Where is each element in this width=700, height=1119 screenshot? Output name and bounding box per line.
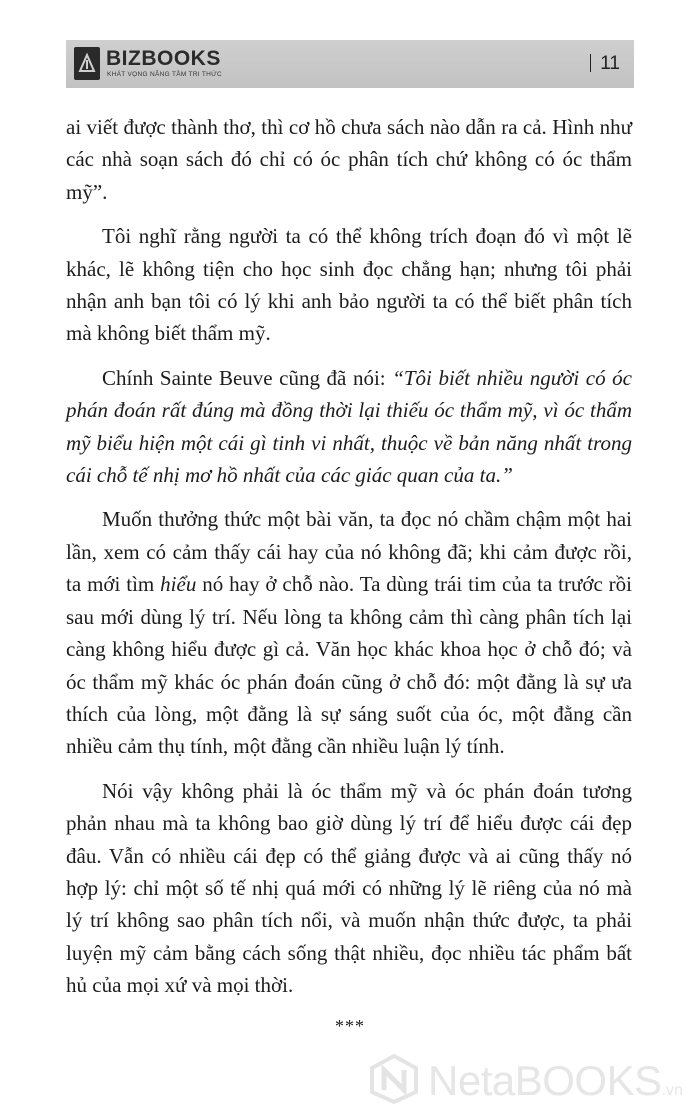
- paragraph-4-after: nó hay ở chỗ nào. Ta dùng trái tim của ta trước rồi sau mới dùng lý trí. Nếu lòng ta không cảm thì càng phân tích lại càng không hiểu được gì cả. Văn học khác khoa học ở chỗ đó; và óc thẩm mỹ khác óc phán đoán cũng ở chỗ đó: một đằng là sự ưa thích của lòng, một đằng là sự sáng suốt của óc, một đằng cần nhiều cảm thụ tính, một đằng cần nhiều luận lý tính.: [66, 572, 633, 759]
- paragraph-5: Nói vậy không phải là óc thẩm mỹ và óc phán đoán tương phản nhau mà ta không bao giờ dùng lý trí để hiểu được cái đẹp đâu. Vẫn có nhiều cái đẹp có thể giảng được và ai cũng thấy nó hợp lý: chỉ một số tế nhị quá mới có những lý lẽ riêng của nó mà lý trí không sao phân tích nổi, và muốn nhận thức được, ta phải luyện mỹ cảm bằng cách sống thật nhiều, đọc nhiều tác phẩm bất hủ của mọi xứ và mọi thời.: [66, 778, 632, 998]
- quote-lead: Chính Sainte Beuve cũng đã nói:: [102, 365, 393, 390]
- page-number: [590, 53, 620, 75]
- paragraph-3: [66, 362, 632, 492]
- page-header: [66, 40, 634, 88]
- page-number-divider: [590, 54, 591, 72]
- sainte-beuve-quote: “Tôi biết nhiều người có óc phán đoán rất đúng mà đồng thời lại thiếu óc thẩm mỹ, vì óc thẩm mỹ biểu hiện một cái gì tinh vi nhất, thuộc về bản năng nhất trong cái chỗ tế nhị mơ hồ nhất của các giác quan của ta.”: [66, 365, 632, 488]
- paragraph-1: ai viết được thành thơ, thì cơ hồ chưa sách nào dẫn ra cả. Hình như các nhà soạn sách đó chỉ có óc phân tích chứ không có óc thẩm mỹ”.: [66, 115, 632, 204]
- page-number-value: 11: [600, 53, 620, 74]
- watermark-text: [428, 1057, 683, 1112]
- bizbooks-logo-icon: [74, 47, 100, 80]
- body-text: [66, 111, 632, 1014]
- netabooks-watermark: [368, 1054, 688, 1104]
- watermark-tld: .vn: [661, 1082, 683, 1099]
- paragraph-4-before: Muốn thưởng thức một bài văn, ta đọc nó chầm chậm một hai lần, xem có cảm thấy cái hay của nó không đã; khi cảm được rồi, ta mới tìm: [66, 507, 632, 597]
- emphasis-hieu: hiểu: [160, 572, 197, 597]
- watermark-name: NetaBOOKS: [428, 1057, 662, 1104]
- paragraph-2: Tôi nghĩ rằng người ta có thể không trích đoạn đó vì một lẽ khác, lẽ không tiện cho học sinh đọc chẳng hạn; nhưng tôi phải nhận anh bạn tôi có lý khi anh bảo người ta có thể biết phân tích mà không biết thẩm mỹ.: [66, 224, 632, 346]
- paragraph-4: [66, 503, 632, 762]
- brand-name: BIZBOOKS: [106, 47, 221, 70]
- brand-tagline: KHÁT VỌNG NÂNG TẦM TRI THỨC: [107, 71, 223, 78]
- section-separator: ***: [335, 1016, 365, 1036]
- neta-n-icon: [368, 1054, 420, 1104]
